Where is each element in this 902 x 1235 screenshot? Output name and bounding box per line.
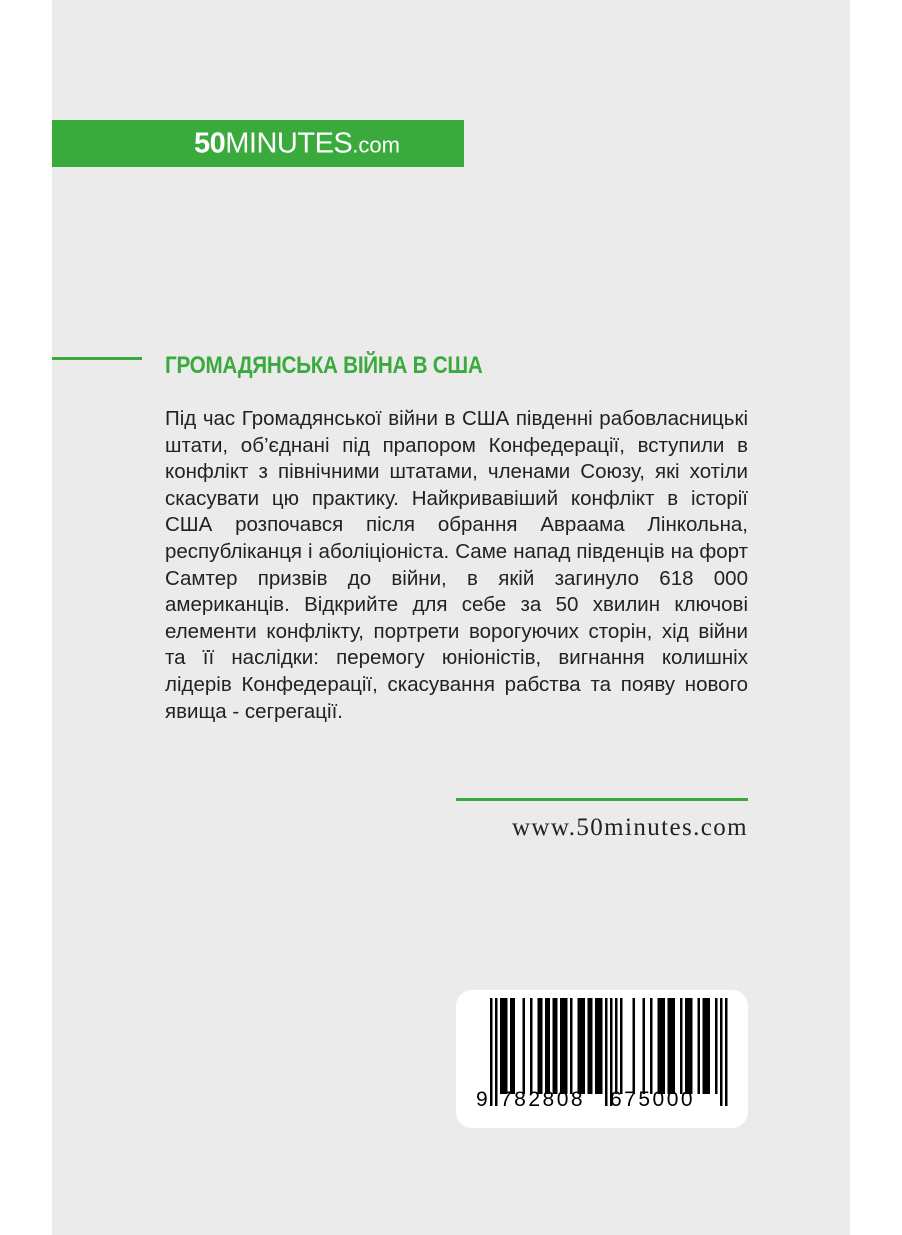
barcode-bar (510, 998, 513, 1094)
book-description: Під час Громадянської війни в США південні рабовласницькі штати, об’єднані під прапором Конфедерації, вступили в конфлікт з північними штатами, членами Союзу, які хотіли скасувати цю практику. Найкривавіший конфлікт в історії США розпочався після обрання Авраама Лінкольна, республіканця і аболіціоніста. Саме напад південців на форт Самтер призвів до війни, в якій загинуло 618 000 американців. Відкрийте для себе за 50 хвилин ключові елементи конфлікту, портрети ворогуючих сторін, хід війни та її наслідки: перемогу юніоністів, вигнання колишніх лідерів Конфедерації, скасування рабства та появу нового явища - сегрегації. (165, 407, 748, 723)
barcode-bar (563, 998, 566, 1094)
barcode-guard-bar (490, 998, 493, 1106)
barcode-bar (548, 998, 551, 1094)
barcode-bar (505, 998, 508, 1094)
brand-logo-domain: .com (352, 132, 400, 157)
barcode-bar (578, 998, 581, 1094)
barcode-bar (503, 998, 506, 1094)
isbn-digits-left: 782808 (500, 1088, 586, 1111)
barcode-bar (705, 998, 708, 1094)
barcode-guard-bar (720, 998, 723, 1106)
barcode-bar (513, 998, 516, 1094)
barcode-bar (553, 998, 556, 1094)
brand-logo-number: 50 (194, 127, 226, 159)
barcode-bar (590, 998, 593, 1094)
barcode-bar (615, 998, 618, 1094)
isbn-digits-right: 675000 (610, 1088, 696, 1111)
barcode-guard-bar (605, 998, 608, 1106)
barcode-bar (545, 998, 548, 1094)
barcode-bar (663, 998, 666, 1094)
barcode-bar (633, 998, 636, 1094)
barcode-bar (560, 998, 563, 1094)
barcode-bar (658, 998, 661, 1094)
barcode-bar (698, 998, 701, 1094)
barcode-bar (668, 998, 671, 1094)
barcode-bar (643, 998, 646, 1094)
barcode-bar (600, 998, 603, 1094)
barcode-bar (708, 998, 711, 1094)
barcode-guard-bar (725, 998, 728, 1106)
brand-banner (52, 120, 464, 167)
barcode-guard-bar (495, 998, 498, 1106)
book-title: ГРОМАДЯНСЬКА ВІЙНА В США (165, 352, 483, 379)
title-accent-rule (52, 357, 142, 360)
barcode-bar (570, 998, 573, 1094)
barcode-bar (555, 998, 558, 1094)
barcode-bar (565, 998, 568, 1094)
barcode-bar (580, 998, 583, 1094)
barcode-bar (595, 998, 598, 1094)
barcode-bar (540, 998, 543, 1094)
barcode-bar (620, 998, 623, 1094)
barcode-bar (588, 998, 591, 1094)
barcode-bar (500, 998, 503, 1094)
barcode-bar (660, 998, 663, 1094)
brand-logo-word: MINUTES (225, 127, 353, 159)
barcode-bar (703, 998, 706, 1094)
barcode-bar (670, 998, 673, 1094)
brand-logo (194, 129, 400, 158)
barcode-bar (690, 998, 693, 1094)
back-cover (52, 0, 850, 1235)
barcode-bar (583, 998, 586, 1094)
barcode-bar (680, 998, 683, 1094)
barcode-bar (523, 998, 526, 1094)
website-url: www.50minutes.com (511, 814, 748, 841)
barcode-bar (650, 998, 653, 1094)
barcode-bar (673, 998, 676, 1094)
barcode-bar (685, 998, 688, 1094)
barcode-bar (598, 998, 601, 1094)
barcode-bar (538, 998, 541, 1094)
barcode-bar (530, 998, 533, 1094)
barcode-panel (456, 990, 748, 1128)
barcode-bar (715, 998, 718, 1094)
url-accent-rule (456, 798, 748, 801)
isbn-digit-lead: 9 (476, 1088, 489, 1111)
barcode-bar (688, 998, 691, 1094)
